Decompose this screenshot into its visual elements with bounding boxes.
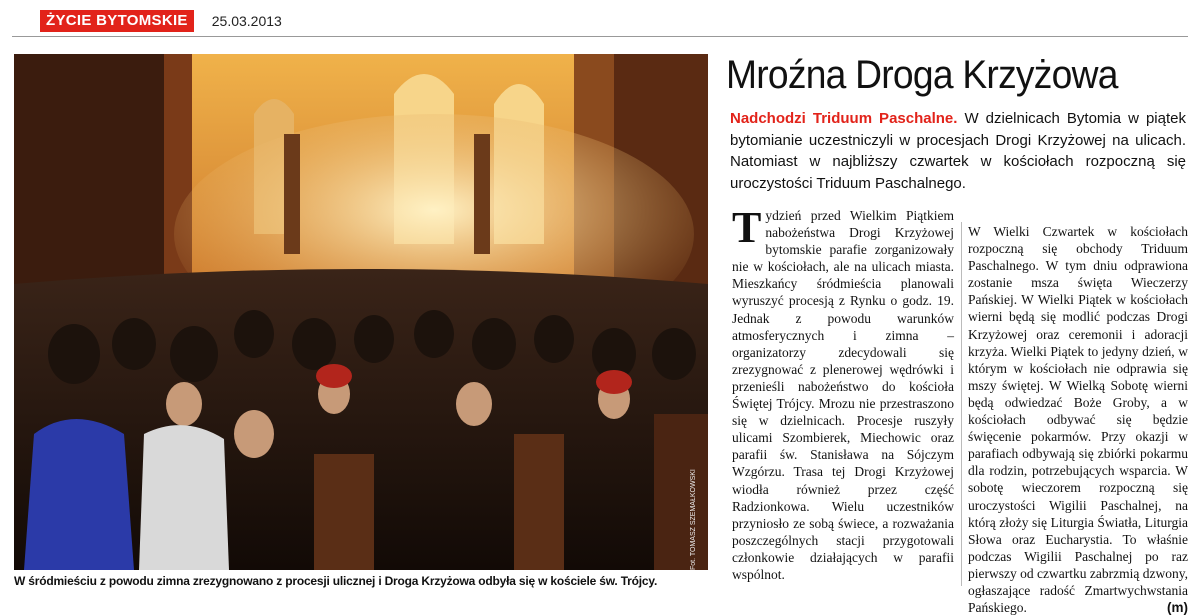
column-2-text: W Wielki Czwartek w kościołach rozpoczną się obchody Triduum Paschalnego. W tym dniu odprawiona zostanie msza święta Wieczerzy Pańskiej. W Wielki Piątek w kościołach wierni będą się modlić podczas Drogi Krzyżowej oraz ceremonii i adoracji krzyża. Wielki Piątek to jedyny dzień, w którym w kościołach nie odprawia się mszy świętej. W Wielką Sobotę wierni będą odwiedzać Boże Groby, a w kościołach odbywać się będzie święcenie pokarmów. Przy okazji w parafiach odbywają się zbiórki pokarmu dla rodzin, potrzebujących wsparcia. W sobotę wieczorem rozpoczną się uroczystości Wigilii Paschalnej, na którą złoży się Liturgia Światła, Liturgia Słowa oraz Eucharystia. To właśnie podczas Wigilii Paschalnej po raz pierwszy od czwartku zabrzmią dzwony, ogłaszające radość Zmartwychwstania Pańskiego.: [968, 224, 1188, 616]
masthead: [40, 10, 282, 32]
church-photo: [14, 54, 708, 570]
photo-caption: W śródmieściu z powodu zimna zrezygnowano z procesji ulicznej i Droga Krzyżowa odbyła się w kościele św. Trójcy.: [14, 574, 658, 588]
column-1-text: ydzień przed Wielkim Piątkiem nabożeństwa Drogi Krzyżowej bytomskie parafie zorganizowały nie w kościołach, ale na ulicach miasta. Mieszkańcy śródmieścia planowali wyruszyć procesją z Rynku o godz. 19. Jednak z powodu warunków atmosferycznych i zimna – organizatorzy zdecydowali się zrezygnować z plenerowej wędrówki i przenieśli nabożeństwo do kościoła Świętej Trójcy. Mrozu nie przestraszono się w dzielnicach. Procesje ruszyły ulicami Szombierek, Miechowic oraz parafii św. Stanisława na Sójczym Wzgórzu. Trasa tej Drogi Krzyżowej wiodła również przez część Radzionkowa. Wielu uczestników przyniosło ze sobą świece, a rozważania poszczególnych stacji przygotowali członkowie działających w parafii wspólnot.: [732, 208, 954, 582]
article-lead: [730, 108, 1186, 194]
newspaper-logo: ŻYCIE BYTOMSKIE: [40, 10, 194, 32]
church-interior-illustration: [14, 54, 708, 570]
author-signature: (m): [1167, 600, 1188, 616]
lead-kicker: Nadchodzi Triduum Paschalne.: [730, 110, 958, 127]
article-column-1: [732, 203, 954, 583]
article-headline: Mroźna Droga Krzyżowa: [726, 53, 1118, 97]
article-column-2: [968, 223, 1188, 616]
column-divider: [961, 222, 962, 586]
drop-cap: T: [732, 203, 762, 252]
header-rule: [12, 36, 1188, 37]
photo-credit: Fot. TOMASZ SZEMAŁKOWSKI: [690, 469, 697, 570]
lead-text: W dzielnicach Bytomia w piątek bytomianie uczestniczyli w procesjach Drogi Krzyżowej na ulicach. Natomiast w najbliższy czwartek w kościołach rozpoczną się uroczystości Triduum Paschalnego.: [730, 110, 1186, 192]
issue-date: 25.03.2013: [211, 13, 282, 29]
